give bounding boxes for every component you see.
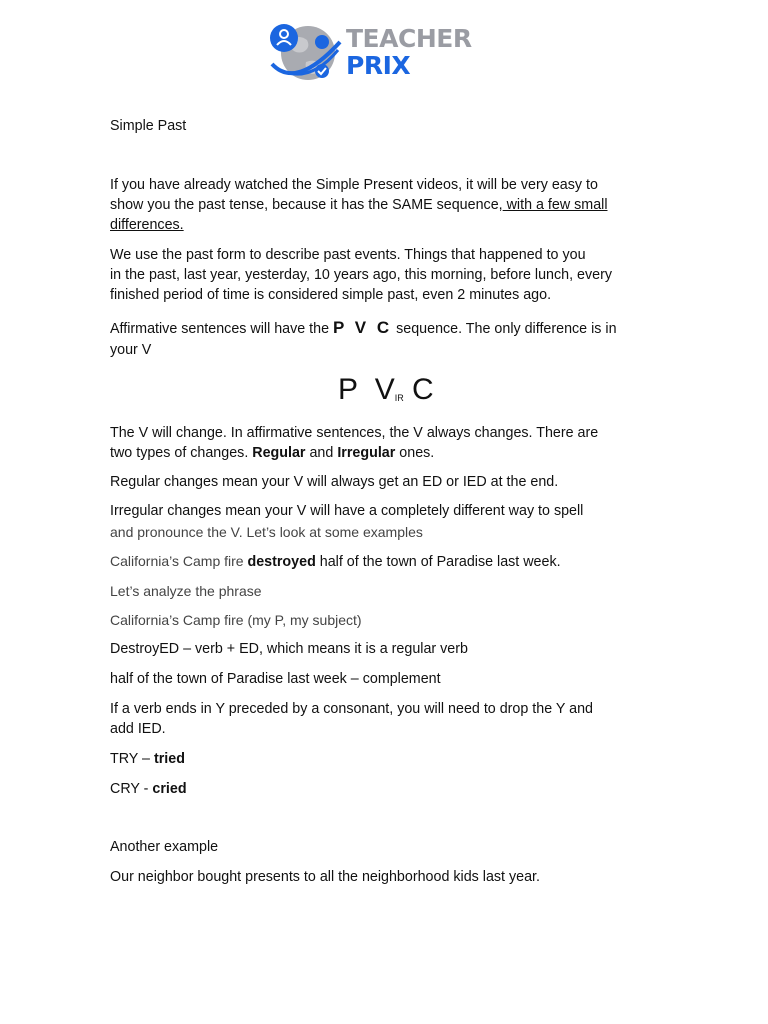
teacherprix-logo: [266, 20, 472, 84]
pvc-inline: P V C: [333, 318, 393, 337]
regular-rule: Regular changes mean your V will always get an ED or IED at the end.: [110, 474, 559, 490]
try-example: TRY – tried: [110, 751, 185, 767]
cry-example: CRY - cried: [110, 781, 187, 797]
example-sentence-1: California’s Camp fire destroyed half of the town of Paradise last week.: [110, 553, 561, 570]
another-example-heading: Another example: [110, 839, 219, 855]
change-line-1: The V will change. In affirmative sentences, the V always changes. There are: [110, 425, 599, 441]
logo-prix-text: PRIX: [346, 51, 411, 80]
use-line-1: We use the past form to describe past events. Things that happened to you: [110, 247, 586, 263]
irregular-rule-line-2: and pronounce the V. Let’s look at some examples: [110, 524, 423, 540]
affirmative-line-2: your V: [110, 342, 152, 358]
intro-line-3: differences.: [110, 217, 184, 233]
use-line-3: finished period of time is considered simple past, even 2 minutes ago.: [110, 287, 552, 303]
intro-line-2: show you the past tense, because it has the SAME sequence, with a few small: [110, 197, 608, 213]
intro-line-1: If you have already watched the Simple Present videos, it will be very easy to: [110, 177, 598, 193]
example-sentence-2: Our neighbor bought presents to all the neighborhood kids last year.: [110, 869, 540, 885]
y-rule-line-2: add IED.: [110, 721, 166, 737]
affirmative-line-1: Affirmative sentences will have the P V C sequence. The only difference is in: [110, 318, 617, 337]
change-line-2: two types of changes. Regular and Irregular ones.: [110, 445, 435, 461]
irregular-rule-line-1: Irregular changes mean your V will have a completely different way to spell: [110, 503, 584, 519]
pvc-formula: P $V_{IR}$ C: [338, 373, 434, 406]
analyze-heading: Let’s analyze the phrase: [110, 583, 262, 599]
complement-note: half of the town of Paradise last week – complement: [110, 671, 441, 687]
logo-globe-icon: [266, 20, 344, 84]
doc-title: Simple Past: [110, 118, 187, 134]
use-line-2: in the past, last year, yesterday, 10 years ago, this morning, before lunch, every: [110, 267, 612, 283]
verb-note: DestroyED – verb + ED, which means it is a regular verb: [110, 641, 468, 657]
y-rule-line-1: If a verb ends in Y preceded by a consonant, you will need to drop the Y and: [110, 701, 593, 717]
logo-teacher-text: TEACHER: [346, 24, 472, 53]
subject-note: California’s Camp fire (my P, my subject): [110, 612, 362, 628]
